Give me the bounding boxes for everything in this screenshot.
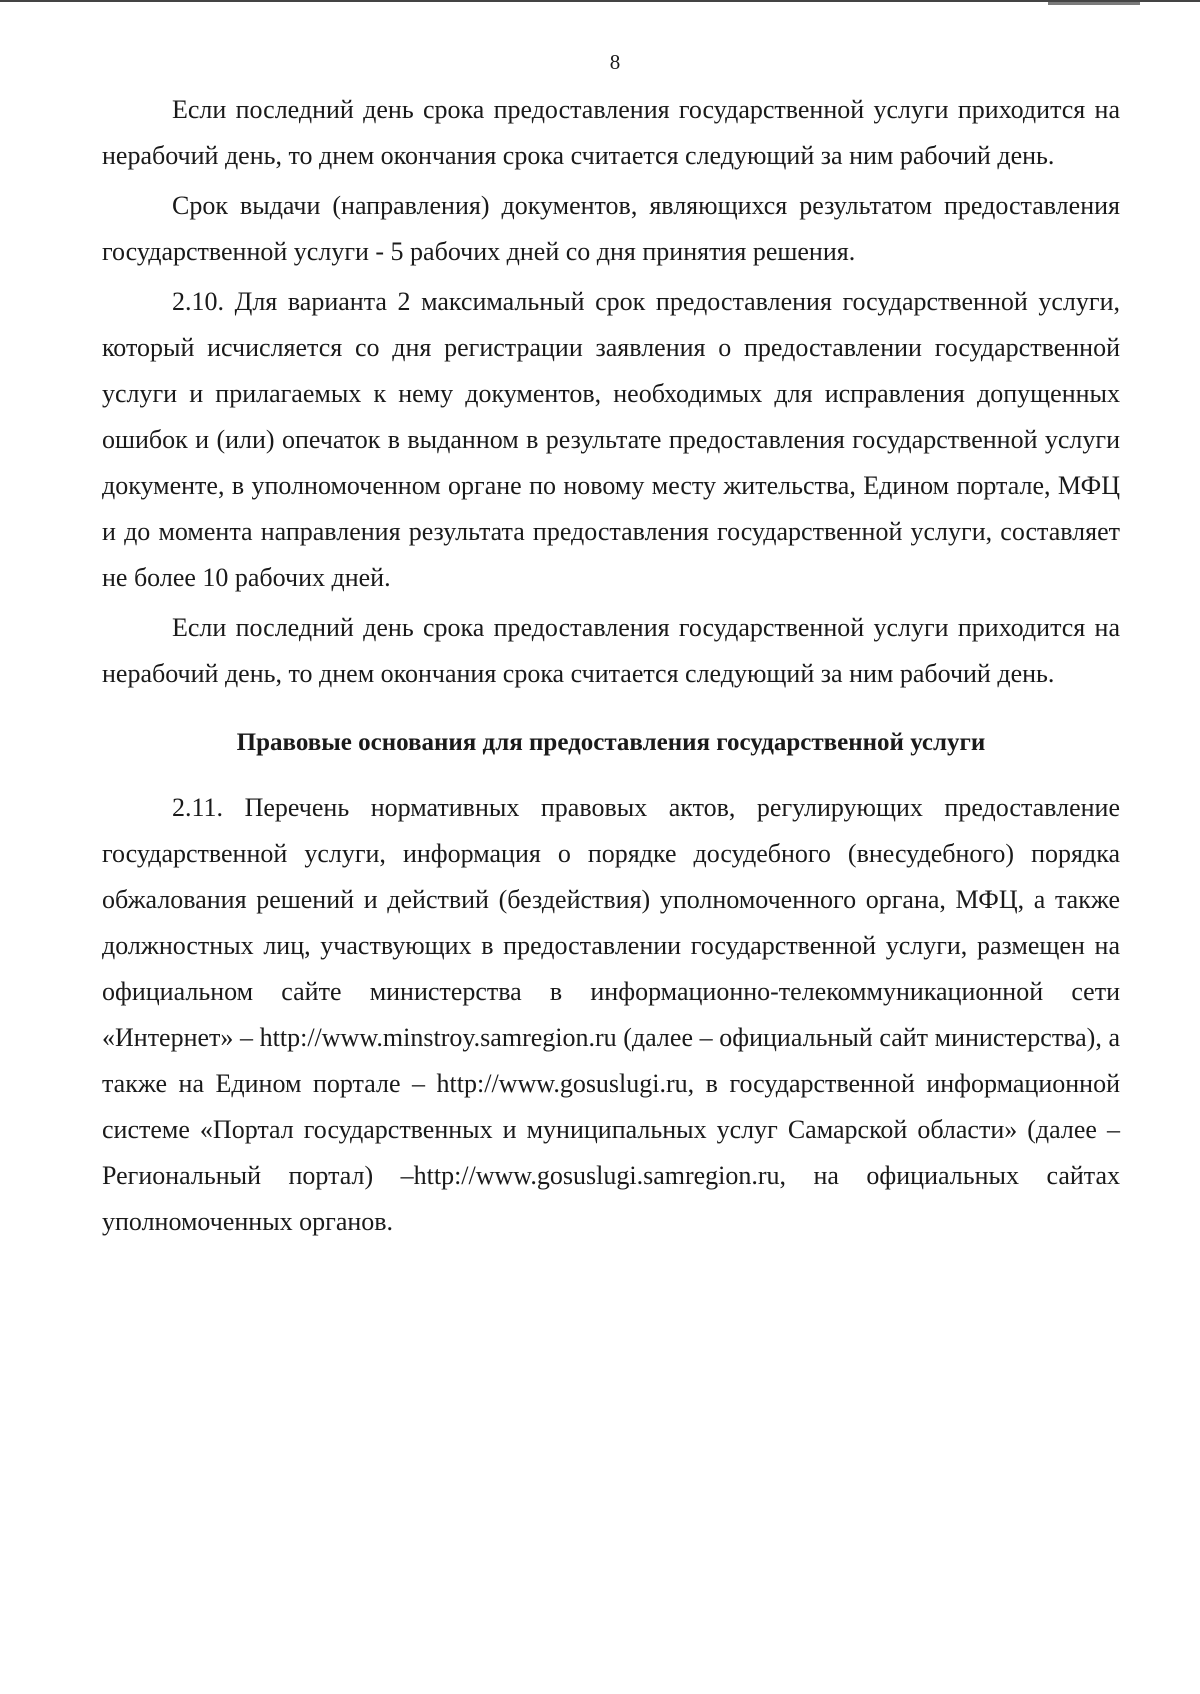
section-heading: Правовые основания для предоставления государственной услуги [236,729,986,756]
paragraph-2-10: 2.10. Для варианта 2 максимальный срок предоставления государственной услуги, который исчисляется со дня регистрации заявления о предоставлении государственной услуги и прилагаемых к нему документов, необходимых для исправления допущенных ошибок и (или) опечаток в выданном в результате предоставления государственной услуги документе, в уполномоченном органе по новому месту жительства, Едином портале, МФЦ и до момента направления результата предоставления государственной услуги, составляет не более 10 рабочих дней. [102,287,1120,592]
page-number: 8 [609,50,621,74]
paragraph-2-11: 2.11. Перечень нормативных правовых актов, регулирующих предоставление государственной услуги, информация о порядке досудебного (внесудебного) порядка обжалования решений и действий (бездействия) уполномоченного органа, МФЦ, а также должностных лиц, участвующих в предоставлении государственной услуги, размещен на официальном сайте министерства в информационно-телекоммуникационной сети «Интернет» – http://www.minstroy.samregion.ru (далее – официальный сайт министерства), а также на Едином портале – http://www.gosuslugi.ru, в государственной информационной системе «Портал государственных и муниципальных услуг Самарской области» (далее – Региональный портал) –http://www.gosuslugi.samregion.ru, на официальных сайтах уполномоченных органов. [102,793,1120,1236]
paragraph-deadline-nonworking-day-2: Если последний день срока предоставления государственной услуги приходится на нерабочий день, то днем окончания срока считается следующий за ним рабочий день. [102,613,1120,688]
page-top-border [0,0,1200,2]
paragraph-issue-deadline: Срок выдачи (направления) документов, являющихся результатом предоставления государственной услуги - 5 рабочих дней со дня принятия решения. [102,191,1120,266]
paragraph-deadline-nonworking-day: Если последний день срока предоставления государственной услуги приходится на нерабочий день, то днем окончания срока считается следующий за ним рабочий день. [102,95,1120,170]
document-body [102,87,1120,1249]
scan-edge-mark [1048,2,1140,5]
